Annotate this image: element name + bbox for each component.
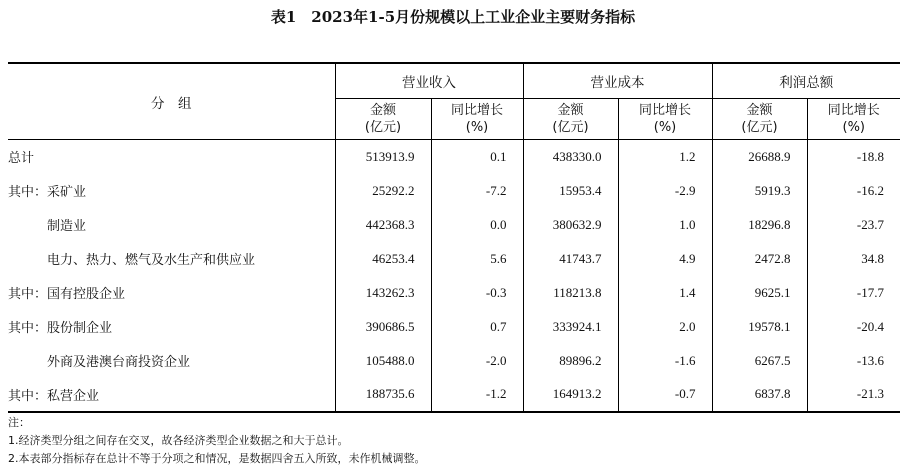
cell: -21.3 [807,378,900,412]
cell: 0.7 [431,310,523,344]
table-row [8,310,900,344]
cell: 46253.4 [335,242,431,276]
cell: -16.2 [807,174,900,208]
cell: 164913.2 [523,378,618,412]
cell: -1.2 [431,378,523,412]
cell: 89896.2 [523,344,618,378]
profit-header: 利润总额 [712,63,900,99]
row-label: 制造业 [47,219,87,234]
cell: 333924.1 [523,310,618,344]
row-label: 其中：私营企业 [8,388,100,404]
cell: 2472.8 [712,242,807,276]
table-row [8,378,900,412]
cost-amount-header: 金额 (亿元) [523,99,618,140]
profit-growth-header: 同比增长 (%) [807,99,900,140]
cell: -2.0 [431,344,523,378]
row-label: 总计 [8,151,35,167]
cell: -17.7 [807,276,900,310]
cell: -7.2 [431,174,523,208]
cell: 41743.7 [523,242,618,276]
cell: -0.3 [431,276,523,310]
cell: 105488.0 [335,344,431,378]
table-row [8,174,900,208]
row-label: 外商及港澳台商投资企业 [47,355,191,370]
cell: 188735.6 [335,378,431,412]
cell: 6837.8 [712,378,807,412]
profit-amount-header: 金额 (亿元) [712,99,807,140]
cost-header: 营业成本 [523,63,712,99]
cell: 9625.1 [712,276,807,310]
cell: 390686.5 [335,310,431,344]
cell: 1.2 [618,140,712,174]
table-title: 表1 2023年1-5月份规模以上工业企业主要财务指标 [270,8,636,26]
cell: -13.6 [807,344,900,378]
cell: 5.6 [431,242,523,276]
table-row [8,344,900,378]
cost-growth-header: 同比增长 (%) [618,99,712,140]
row-label: 电力、热力、燃气及水生产和供应业 [47,253,256,268]
cell: -23.7 [807,208,900,242]
cell: 34.8 [807,242,900,276]
cell: 2.0 [618,310,712,344]
cell: -2.9 [618,174,712,208]
revenue-header: 营业收入 [335,63,523,99]
row-label: 其中：股份制企业 [8,321,113,336]
cell: -0.7 [618,378,712,412]
cell: -18.8 [807,140,900,174]
cell: 6267.5 [712,344,807,378]
row-label: 其中：采矿业 [8,185,87,200]
table-notes [8,414,426,468]
table-body [8,140,900,412]
row-label: 其中：国有控股企业 [8,287,126,302]
cell: 18296.8 [712,208,807,242]
revenue-growth-header: 同比增长 (%) [431,99,523,140]
cell: 1.4 [618,276,712,310]
cell: 26688.9 [712,140,807,174]
cell: 4.9 [618,242,712,276]
cell: 15953.4 [523,174,618,208]
cell: 143262.3 [335,276,431,310]
table-row [8,276,900,310]
group-header: 分 组 [151,95,192,112]
cell: 19578.1 [712,310,807,344]
cell: 25292.2 [335,174,431,208]
cell: 118213.8 [523,276,618,310]
cell: 442368.3 [335,208,431,242]
note-1: 1.经济类型分组之间存在交叉，故各经济类型企业数据之和大于总计。 [8,434,349,447]
cell: 513913.9 [335,140,431,174]
cell: 0.0 [431,208,523,242]
cell: 1.0 [618,208,712,242]
cell: 0.1 [431,140,523,174]
cell: 380632.9 [523,208,618,242]
cell: -1.6 [618,344,712,378]
table-row [8,242,900,276]
cell: 438330.0 [523,140,618,174]
table-row [8,140,900,174]
revenue-amount-header: 金额 (亿元) [335,99,431,140]
cell: -20.4 [807,310,900,344]
cell: 5919.3 [712,174,807,208]
note-2: 2.本表部分指标存在总计不等于分项之和情况，是数据四舍五入所致，未作机械调整。 [8,452,426,465]
financial-indicators-table [8,62,900,413]
notes-heading: 注： [8,416,30,429]
table-row [8,208,900,242]
